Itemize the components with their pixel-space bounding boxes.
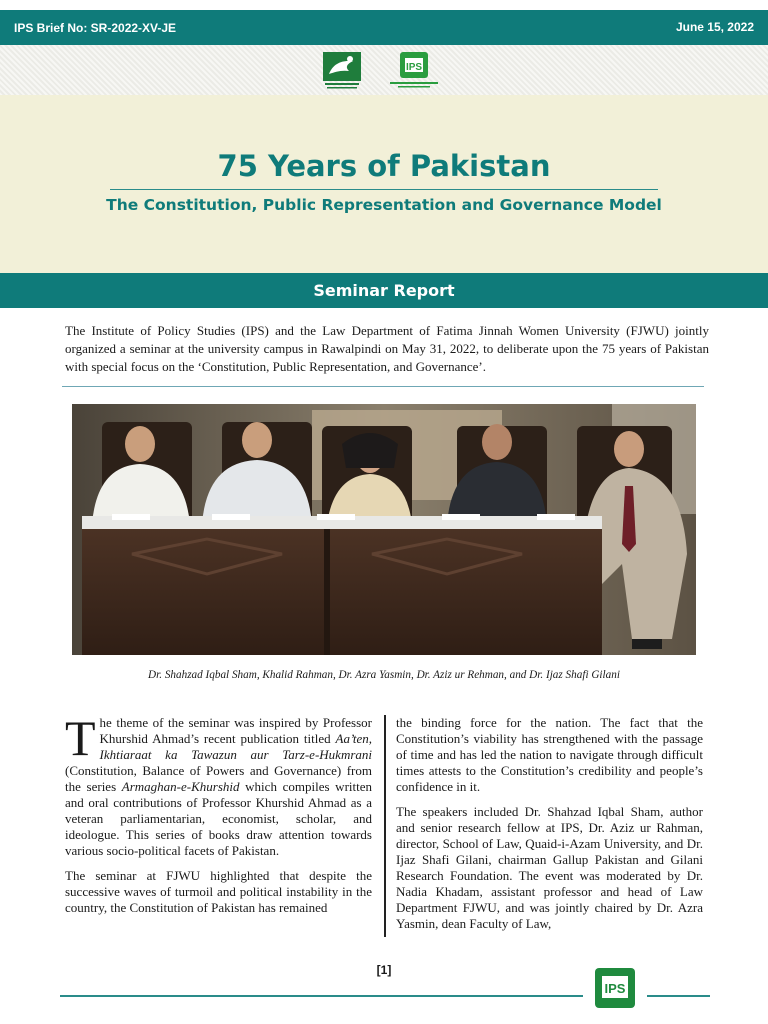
body-paragraph: The seminar at FJWU highlighted that despite the successive waves of turmoil and political instability in the country, the Constitution of Pakistan has remained — [65, 868, 372, 915]
page-number: [1] — [376, 963, 392, 977]
title-hero — [0, 95, 768, 273]
page-subtitle: The Constitution, Public Representation and Governance Model — [106, 196, 662, 214]
body-column-right — [396, 715, 703, 941]
svg-text:IPS: IPS — [604, 981, 626, 996]
drop-cap: T — [65, 710, 96, 766]
fjwu-logo-icon — [323, 52, 361, 90]
book-title: Aa’ten, Ikhtiaraat ka Tawazun aur Tarz-e-Hukmrani — [99, 731, 372, 762]
page-title: 75 Years of Pakistan — [217, 149, 551, 183]
section-band: Seminar Report — [0, 273, 768, 308]
svg-text:IPS: IPS — [405, 62, 423, 73]
intro-paragraph: The Institute of Policy Studies (IPS) and the Law Department of Fatima Jinnah Women University (FJWU) jointly organized a seminar at the university campus in Rawalpindi on May 31, 2022, to deliberate upon the 75 years of Pakistan with special focus on the ‘Constitution, Public Representation, and Governance’. — [65, 323, 709, 374]
body-column-left — [65, 710, 373, 925]
body-text: which compiles written and oral contributions of Professor Khurshid Ahmad as a veteran parliamentarian, economist, scholar, and ideologue. This series of books draw attention towards various socio-political facets of Pakistan. — [65, 779, 373, 858]
intro-divider — [62, 386, 704, 387]
brief-date: June 15, 2022 — [675, 20, 754, 34]
body-text: (Constitution, Balance of Powers and Governance) from the series — [65, 763, 372, 794]
column-divider — [384, 715, 386, 937]
brief-header-bar — [0, 10, 768, 45]
body-paragraph — [65, 710, 373, 859]
series-title: Armaghan-e-Khurshid — [121, 779, 240, 794]
photo-caption: Dr. Shahzad Iqbal Sham, Khalid Rahman, Dr. Azra Yasmin, Dr. Aziz ur Rehman, and Dr. Ijaz Shafi Gilani — [148, 669, 620, 681]
title-divider — [110, 189, 658, 190]
body-text: he theme of the seminar was inspired by Professor Khurshid Ahmad’s recent publication titled — [99, 715, 372, 746]
ips-logo-icon — [583, 966, 647, 1014]
seminar-panel-photo — [72, 404, 696, 655]
body-paragraph: The speakers included Dr. Shahzad Iqbal Sham, author and senior research fellow at IPS, Dr. Aziz ur Rahman, director, School of Law, Quaid-i-Azam University, and Dr. Ijaz Shafi Gilani, chairman Gallup Pakistan and Gilani Research Foundation. The event was moderated by Dr. Nadia Khadam, assistant professor and head of Law Department FJWU, and was jointly chaired by Dr. Azra Yasmin, dean Faculty of Law, — [396, 804, 703, 931]
brief-number: IPS Brief No: SR-2022-XV-JE — [14, 21, 177, 35]
body-paragraph: the binding force for the nation. The fact that the Constitution’s viability has strengthened with the passage of time and has led the nation to navigate through difficult times attests to the Constitution’s credibility and people’s confidence in it. — [396, 715, 703, 794]
ips-logo-icon — [384, 52, 444, 90]
